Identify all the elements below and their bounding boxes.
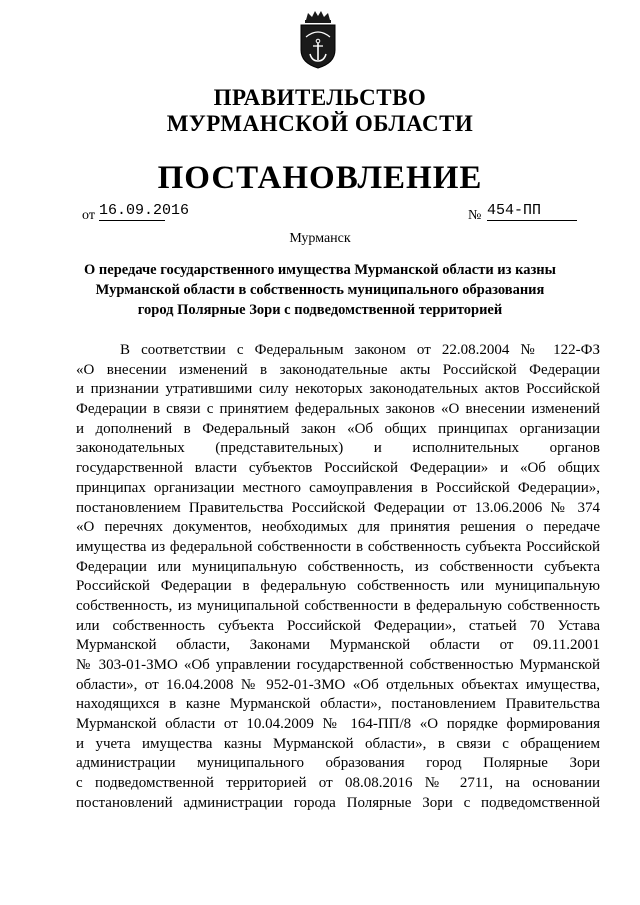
body-line: или собственность субъекта Российской Федерации», статьей 70 Устава <box>76 617 600 634</box>
body-line: находящихся в казне Мурманской области», постановлением Правительства <box>76 696 600 713</box>
body-line: В соответствии с Федеральным законом от 22.08.2004 № 122-ФЗ <box>120 342 600 358</box>
number-prefix: № <box>468 208 482 223</box>
body-line: имущества из федеральной собственности в собственность субъекта Российской <box>76 538 600 555</box>
body-line: государственной власти субъектов Российской Федерации» и «Об общих <box>76 460 600 477</box>
body-line: Российской Федерации в федеральную собственность или муниципальную <box>76 578 600 595</box>
government-name-line2: МУРМАНСКОЙ ОБЛАСТИ <box>166 111 474 136</box>
body-line: и дополнений в Федеральный закон «Об общих принципах организации <box>76 420 600 437</box>
document-number: 454-ПП <box>487 202 577 221</box>
body-line: Федерации или муниципальную собственность, из собственности субъекта <box>76 558 600 575</box>
body-line: постановлением Правительства Российской Федерации от 13.06.2006 № 374 <box>76 499 600 516</box>
document-date: 16.09.2016 <box>99 202 190 219</box>
document-subject: О передаче государственного имущества Мурманской области из казны Мурманской области в собственность муниципального образования город Полярные Зори с подведомственной территорией <box>84 262 556 318</box>
body-line: № 303-01-ЗМО «Об управлении государственной собственностью Мурманской <box>76 657 600 673</box>
date-prefix: от <box>82 208 95 223</box>
body-line: Мурманской области от 10.04.2009 № 164-ПП/8 «О порядке формирования <box>76 716 600 733</box>
government-name-line1: ПРАВИТЕЛЬСТВО <box>213 85 427 110</box>
body-line: администрации муниципального образования город Полярные Зори <box>76 755 600 772</box>
body-line: Федерации в связи с принятием федеральных законов «О внесении изменений <box>76 401 600 418</box>
body-line: и учета имущества казны Мурманской области», в связи с обращением <box>76 735 600 752</box>
document-type-title: ПОСТАНОВЛЕНИЕ <box>157 160 483 196</box>
document-city: Мурманск <box>289 231 351 246</box>
body-line: законодательных (представительных) и исполнительных органов <box>76 440 600 457</box>
body-line: принципах организации местного самоуправления в Российской Федерации», <box>76 479 600 496</box>
body-line: Мурманской области, Законами Мурманской области от 09.11.2001 <box>76 637 600 654</box>
murmansk-coat-of-arms-icon <box>293 10 343 70</box>
document-body <box>76 341 600 814</box>
body-line: постановлений администрации города Полярные Зори с подведомственной <box>76 794 600 811</box>
body-line: собственность, из муниципальной собственности в федеральную собственность <box>76 597 600 614</box>
body-line: «О перечнях документов, необходимых для принятия решения о передаче <box>76 519 600 536</box>
body-line: и признании утратившими силу некоторых законодательных актов Российской <box>76 381 600 398</box>
body-line: области», от 16.04.2008 № 952-01-ЗМО «Об отдельных объектах имущества, <box>76 676 600 693</box>
body-line: с подведомственной территорией от 08.08.2016 № 2711, на основании <box>76 775 600 792</box>
body-line: «О внесении изменений в законодательные акты Российской Федерации <box>76 361 600 378</box>
